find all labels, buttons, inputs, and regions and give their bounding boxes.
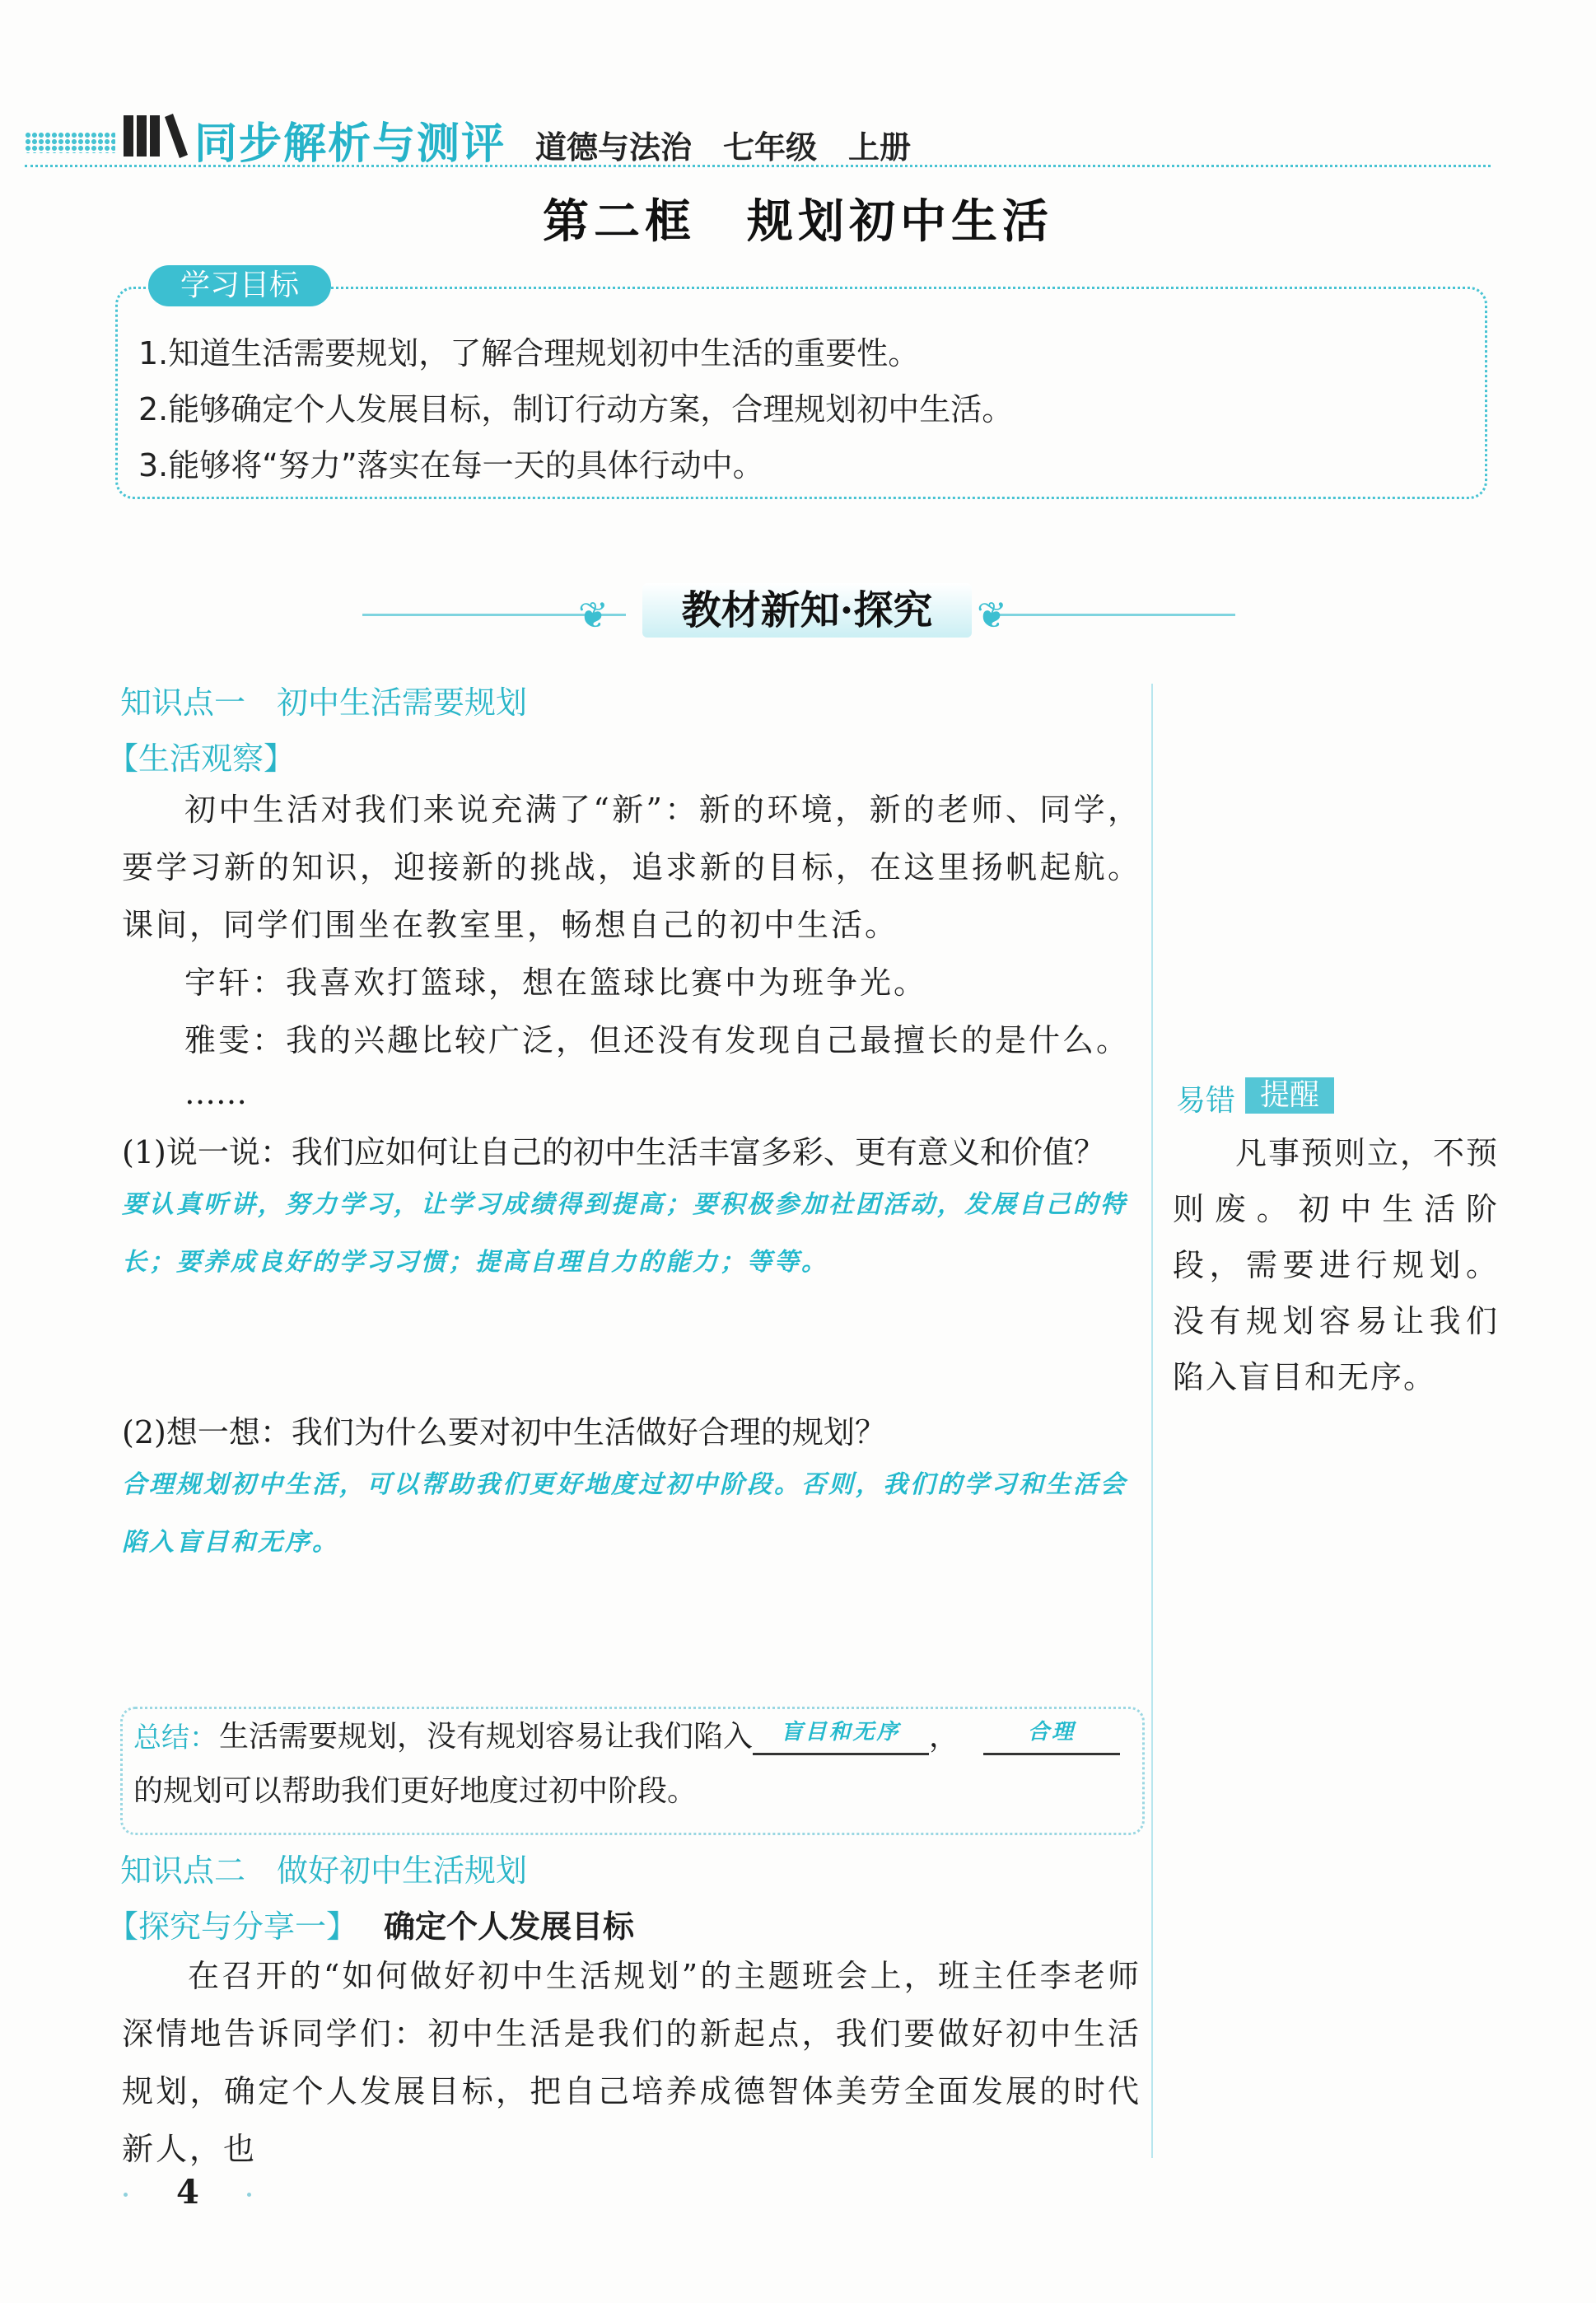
ellipsis: …… [184,1075,247,1111]
side-note-text: 凡事预则立，不预则废。初中生活阶段，需要进行规划。没有规划容易让我们陷入盲目和无序。 [1173,1135,1500,1395]
answer-2-handwritten: 合理规划初中生活，可以帮助我们更好地度过初中阶段。否则，我们的学习和生活会陷入盲目和无序。 [122,1470,1127,1557]
swirl-left-icon: ❦ [578,595,609,637]
objective-item: 2.能够确定个人发展目标，制订行动方案，合理规划初中生活。 [138,391,1014,427]
page-dot-right [247,2193,251,2197]
books-logo-icon [122,110,191,160]
side-note-badge: 提醒 [1245,1077,1334,1114]
answer-1-handwritten: 要认真听讲，努力学习，让学习成绩得到提高；要积极参加社团活动，发展自己的特长；要养成良好的学习习惯；提高自理自力的能力；等等。 [122,1190,1127,1277]
life-observation-tag: 【生活观察】 [107,740,296,777]
objectives-tag: 学习目标 [148,265,331,306]
page-title: 第二框 规划初中生活 [543,195,1053,249]
summary-blank-1: 盲目和无序 [753,1715,929,1755]
header-divider [25,165,1491,167]
question-1: (1)说一说：我们应如何让自己的初中生活丰富多彩、更有意义和价值？ [122,1134,1105,1170]
explore-title: 确定个人发展目标 [384,1908,635,1945]
dialogue-yawen: 雅雯：我的兴趣比较广泛，但还没有发现自己最擅长的是什么。 [184,1022,1131,1058]
header-dots [25,132,115,153]
subject-label: 道德与法治 七年级 上册 [535,129,912,166]
summary-separator: ， [929,1720,959,1754]
objective-item: 3.能够将“努力”落实在每一天的具体行动中。 [138,447,764,483]
objective-item: 1.知道生活需要规划，了解合理规划初中生活的重要性。 [138,335,920,371]
section-banner: 教材新知·探究 [642,583,972,638]
question-2: (2)想一想：我们为什么要对初中生活做好合理的规划？ [122,1414,886,1450]
summary-text-2: 的规划可以帮助我们更好地度过初中阶段。 [133,1774,698,1808]
knowledge-point-2-title: 知识点二 做好初中生活规划 [120,1852,528,1889]
side-note-label: 易错 [1176,1084,1236,1118]
column-divider [1151,684,1153,2158]
page-dot-left [124,2193,128,2197]
explore-share-tag: 【探究与分享一】 [107,1908,358,1945]
knowledge-point-1-title: 知识点一 初中生活需要规划 [120,684,528,721]
summary-text-1: 生活需要规划，没有规划容易让我们陷入 [219,1720,754,1754]
summary-blank-2: 合理 [983,1715,1120,1755]
brand-title: 同步解析与测评 [194,119,506,169]
summary-label: 总结： [133,1721,217,1754]
page-number: 4 [176,2173,199,2212]
dialogue-yuxuan: 宇轩：我喜欢打篮球，想在篮球比赛中为班争光。 [184,965,928,1001]
summary-line-1 [219,1713,1120,1755]
explore-paragraph: 在召开的“如何做好初中生活规划”的主题班会上，班主任李老师深情地告诉同学们：初中生活是我们的新起点，我们要做好初中生活规划，确定个人发展目标，把自己培养成德智体美劳全面发展的时代新人，也 [122,1958,1141,2167]
observation-paragraph: 初中生活对我们来说充满了“新”：新的环境，新的老师、同学，要学习新的知识，迎接新的挑战，追求新的目标，在这里扬帆起航。课间，同学们围坐在教室里，畅想自己的初中生活。 [122,792,1141,943]
banner-line-right [988,614,1235,616]
swirl-right-icon: ❦ [977,595,1007,637]
